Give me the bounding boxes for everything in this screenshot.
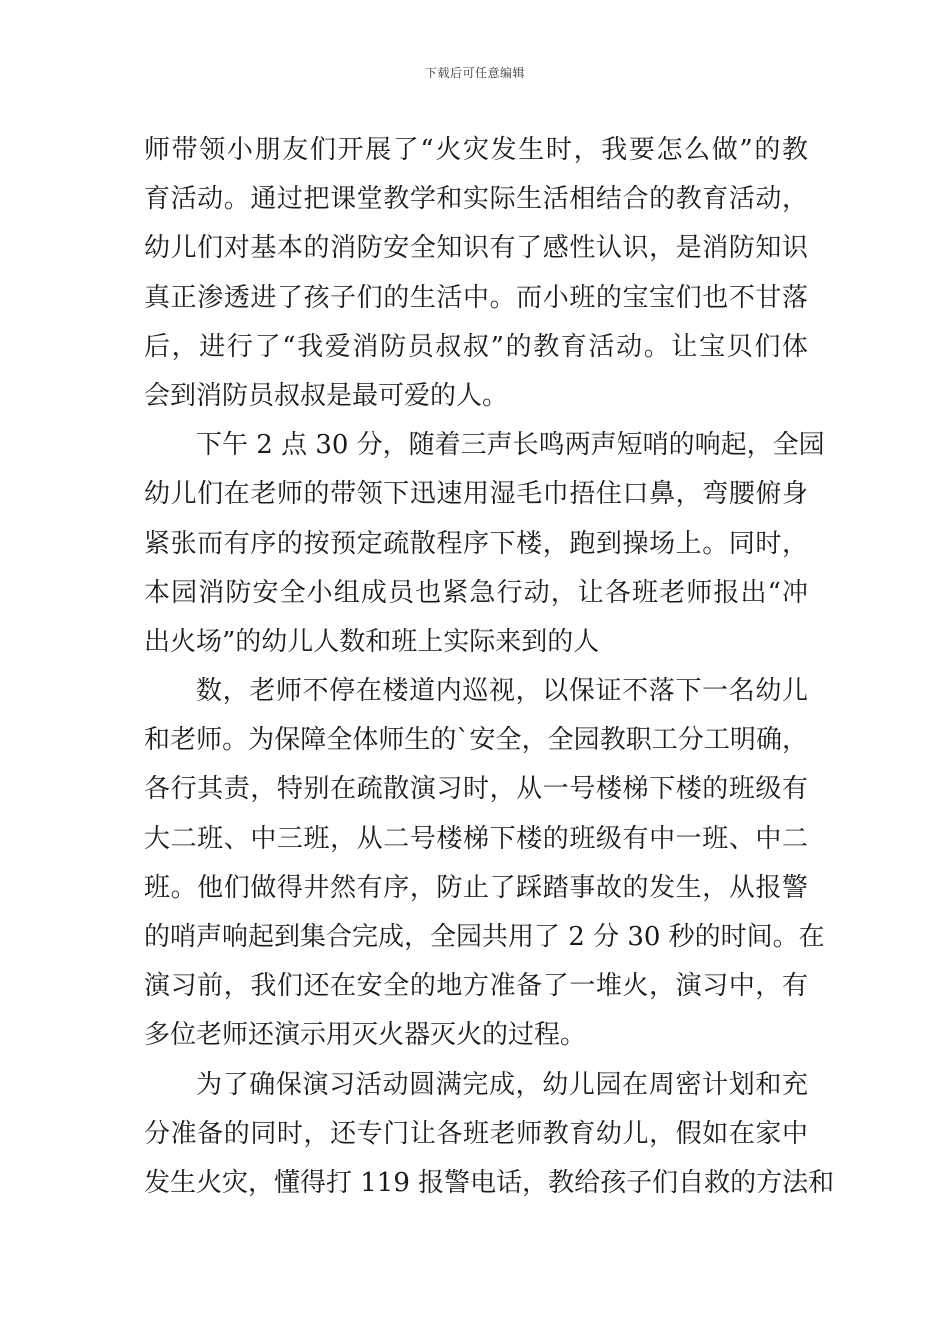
text-line: 幼儿们对基本的消防安全知识有了感性认识，是消防知识: [144, 233, 808, 264]
text-line: 大二班、中三班，从二号楼梯下楼的班级有中一班、中二: [144, 823, 808, 854]
text-line: 多位老师还演示用灭火器灭火的过程。: [144, 1020, 587, 1051]
text-line: 幼儿们在老师的带领下迅速用湿毛巾捂住口鼻，弯腰俯身: [144, 479, 808, 510]
text-line: 会到消防员叔叔是最可爱的人。: [144, 380, 509, 411]
page-header: 下载后可任意编辑: [424, 66, 525, 80]
body-text: [144, 126, 835, 1208]
text-line: 班。他们做得井然有序，防止了踩踏事故的发生，从报警: [144, 872, 808, 903]
text-line: 为了确保演习活动圆满完成，幼儿园在周密计划和充: [196, 1069, 808, 1100]
text-line: 和老师。为保障全体师生的`安全，全园教职工分工明确，: [144, 725, 808, 756]
text-line: 分准备的同时，还专门让各班老师教育幼儿，假如在家中: [144, 1118, 808, 1149]
text-line: 发生火灾，懂得打 119 报警电话，教给孩子们自救的方法和: [144, 1167, 835, 1198]
text-line: 的哨声响起到集合完成，全园共用了 2 分 30 秒的时间。在: [144, 922, 825, 952]
text-line: 各行其责，特别在疏散演习时，从一号楼梯下楼的班级有: [144, 774, 808, 805]
text-line: 演习前，我们还在安全的地方准备了一堆火，演习中，有: [144, 971, 808, 1002]
text-line: 下午 2 点 30 分，随着三声长鸣两声短哨的响起，全园: [196, 430, 825, 461]
text-line: 紧张而有序的按预定疏散程序下楼，跑到操场上。同时，: [144, 528, 808, 559]
text-line: 本园消防安全小组成员也紧急行动，让各班老师报出“冲: [144, 577, 808, 608]
text-line: 出火场”的幼儿人数和班上实际来到的人: [144, 626, 600, 657]
text-line: 育活动。通过把课堂教学和实际生活相结合的教育活动，: [144, 184, 808, 215]
text-line: 后，进行了“我爱消防员叔叔”的教育活动。让宝贝们体: [144, 331, 808, 362]
text-line: 真正渗透进了孩子们的生活中。而小班的宝宝们也不甘落: [144, 282, 808, 313]
text-line: 师带领小朋友们开展了“火灾发生时，我要怎么做”的教: [144, 135, 808, 165]
text-line: 数，老师不停在楼道内巡视，以保证不落下一名幼儿: [196, 676, 808, 707]
